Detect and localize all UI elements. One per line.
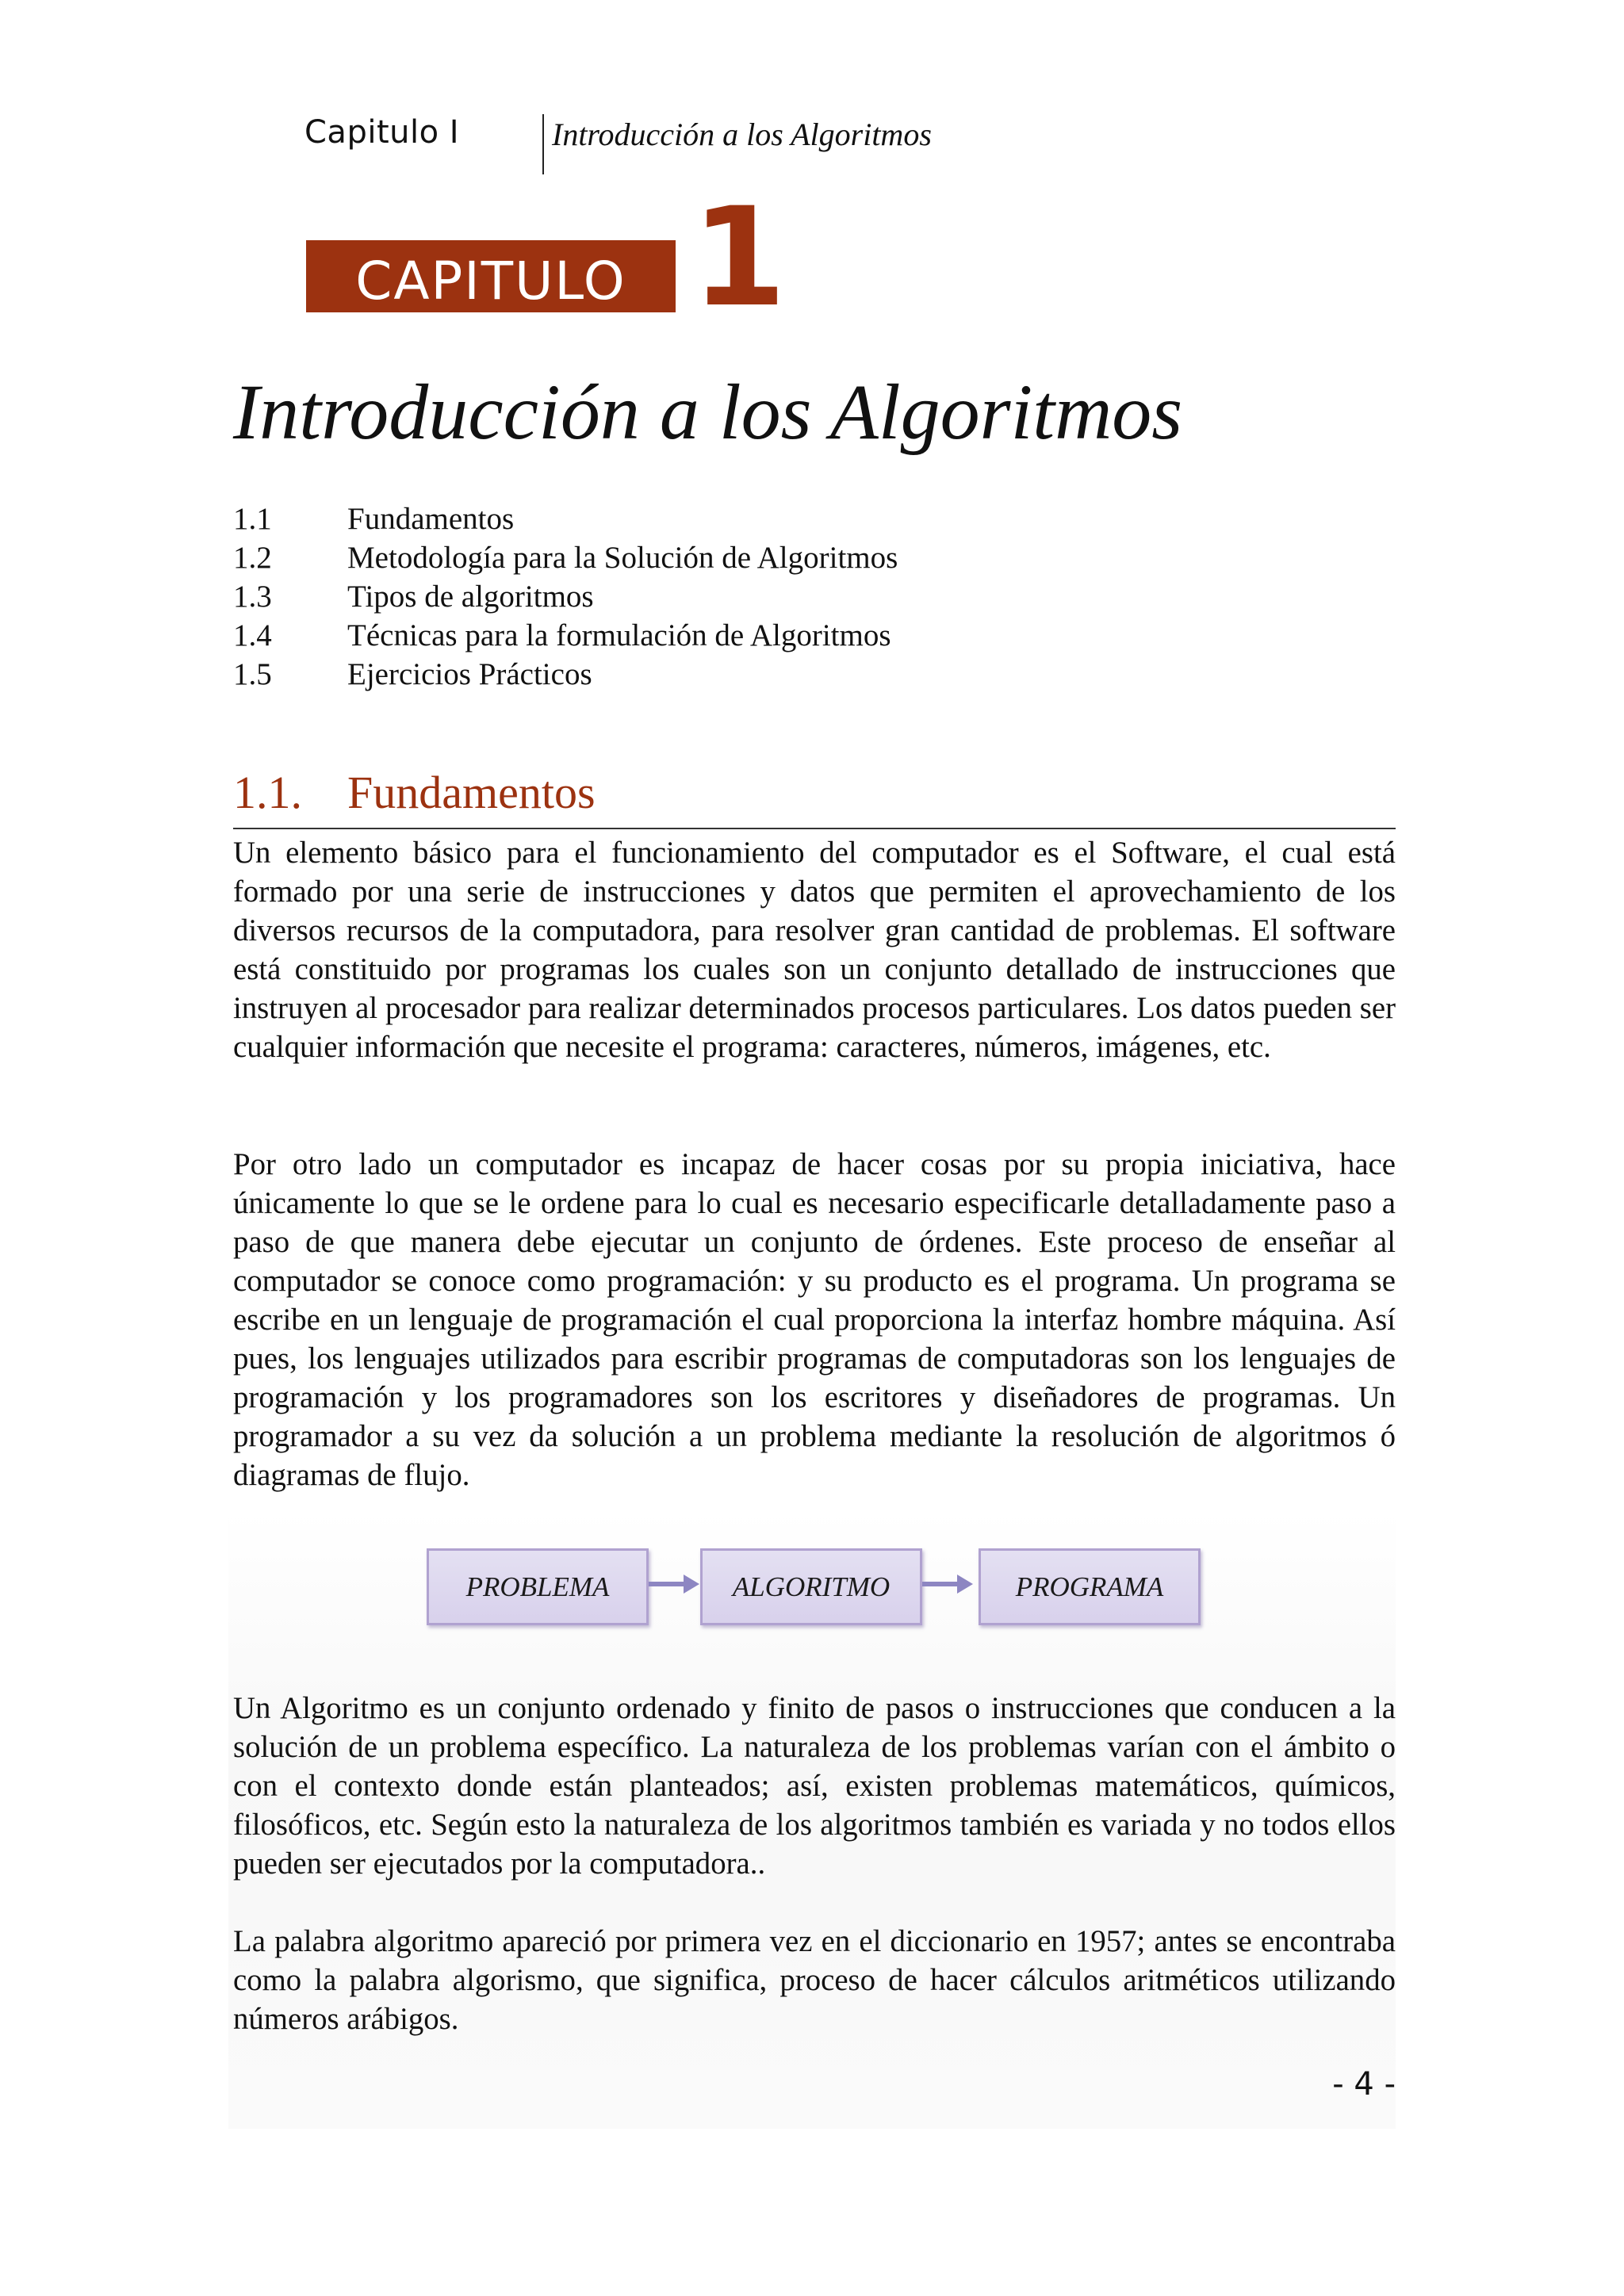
table-of-contents <box>233 499 1264 694</box>
toc-item <box>233 538 1264 577</box>
header-chapter-title: Introducción a los Algoritmos <box>552 117 932 152</box>
arrow-right-icon <box>922 1568 974 1600</box>
toc-number: 1.5 <box>233 657 272 691</box>
toc-text: Ejercicios Prácticos <box>347 657 592 691</box>
paragraph-algorithm-origin: La palabra algoritmo apareció por primera vez en el diccionario en 1957; antes se encontraba como la palabra algorismo, que significa, proceso de hacer cálculos aritméticos utilizando números arábigos. <box>233 1924 1396 2036</box>
toc-number: 1.3 <box>233 580 272 614</box>
toc-number: 1.4 <box>233 618 272 652</box>
toc-item <box>233 616 1264 655</box>
toc-text: Metodología para la Solución de Algoritmos <box>347 541 898 575</box>
chapter-badge: CAPITULO <box>306 240 676 312</box>
paragraph-programming: Por otro lado un computador es incapaz de hacer cosas por su propia iniciativa, hace únicamente lo que se le ordene para lo cual es necesario especificarle detalladamente paso a paso de que manera debe ejecutar un conjunto de órdenes. Este proceso de enseñar al computador se conoce como programación: y su producto es el programa. Un programa se escribe en un lenguaje de programación el cual proporciona la interfaz hombre máquina. Así pues, los lenguajes utilizados para escribir programas de computadoras son los lenguajes de programación y los programadores son los escritores y diseñadores de programas. Un programador a su vez da solución a un problema mediante la resolución de algoritmos ó diagramas de flujo. <box>233 1147 1396 1492</box>
paragraph-algorithm-definition: Un Algoritmo es un conjunto ordenado y finito de pasos o instrucciones que conducen a la solución de un problema específico. La naturaleza de los problemas varían con el ámbito o con el contexto donde están planteados; así, existen problemas matemáticos, químicos, filosóficos, etc. Según esto la naturaleza de los algoritmos también es variada y no todos ellos pueden ser ejecutados por la computadora.. <box>233 1691 1396 1881</box>
section-heading <box>233 761 1396 829</box>
page-number: - 4 - <box>1332 2066 1396 2103</box>
flow-box-problem: PROBLEMA <box>427 1548 649 1625</box>
toc-item <box>233 577 1264 616</box>
arrow-right-icon <box>649 1568 700 1600</box>
toc-number: 1.1 <box>233 502 272 536</box>
paragraph-software: Un elemento básico para el funcionamiento del computador es el Software, el cual está formado por una serie de instrucciones y datos que permiten el aprovechamiento de los diversos recursos de la computadora, para resolver gran cantidad de problemas. El software está constituido por programas los cuales son un conjunto detallado de instrucciones que instruyen al procesador para realizar determinados procesos particulares. Los datos pueden ser cualquier información que necesite el programa: caracteres, números, imágenes, etc. <box>233 836 1396 1064</box>
header-divider <box>542 114 544 174</box>
header-chapter-label: Capitulo I <box>304 114 460 151</box>
toc-item <box>233 655 1264 694</box>
flow-box-algorithm: ALGORITMO <box>700 1548 922 1625</box>
section-title: Fundamentos <box>347 767 596 818</box>
section-number: 1.1. <box>233 767 302 818</box>
toc-text: Tipos de algoritmos <box>347 580 594 614</box>
flow-box-program: PROGRAMA <box>979 1548 1201 1625</box>
chapter-number: 1 <box>691 178 787 337</box>
toc-text: Técnicas para la formulación de Algoritmos <box>347 618 891 652</box>
toc-item <box>233 499 1264 538</box>
toc-number: 1.2 <box>233 541 272 575</box>
toc-text: Fundamentos <box>347 502 515 536</box>
chapter-title: Introducción a los Algoritmos <box>233 368 1183 456</box>
